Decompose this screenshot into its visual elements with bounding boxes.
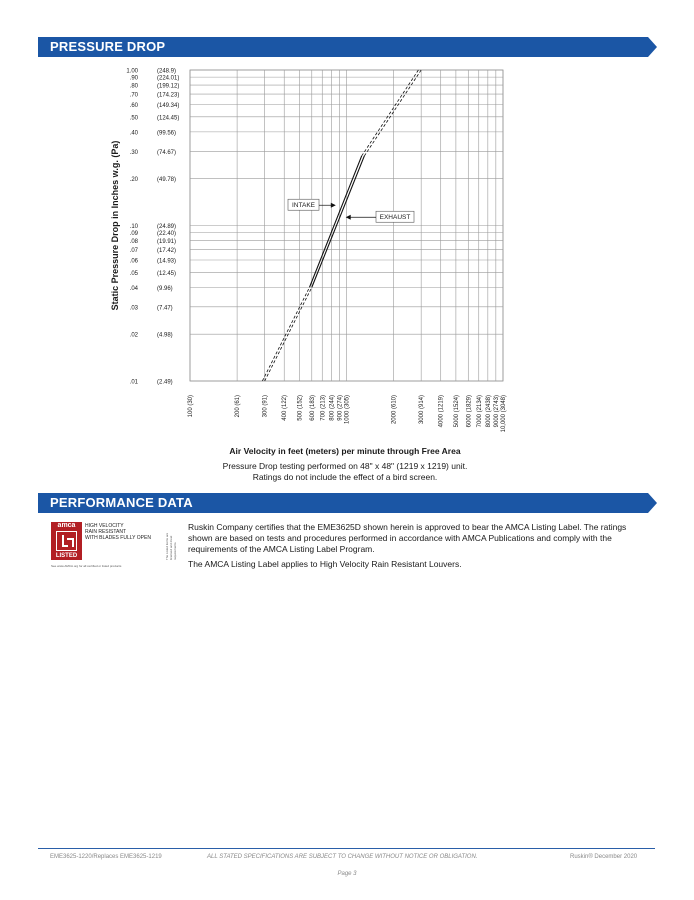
caption-test-unit: Pressure Drop testing performed on 48" x 48" (1219 x 1219) unit. bbox=[222, 461, 468, 471]
x-tick-label: 300 (91) bbox=[262, 395, 269, 418]
y-tick-label: .30 bbox=[129, 149, 138, 156]
x-tick-label: 400 (122) bbox=[282, 395, 289, 421]
performance-data-title: PERFORMANCE DATA bbox=[50, 495, 193, 510]
caption-bird-screen: Ratings do not include the effect of a bird screen. bbox=[252, 472, 438, 482]
performance-text bbox=[188, 522, 648, 574]
x-axis-label: Air Velocity in feet (meters) per minute through Free Area bbox=[229, 446, 461, 456]
x-tick-label: 4000 (1219) bbox=[438, 395, 445, 428]
x-tick-label: 6000 (1829) bbox=[466, 395, 473, 428]
y-tick-label: .04 bbox=[129, 285, 138, 292]
x-tick-label: 700 (213) bbox=[320, 395, 327, 421]
y-tick-label: .08 bbox=[129, 239, 138, 246]
y-tick-sublabel: (9.96) bbox=[157, 285, 173, 292]
footer-divider bbox=[38, 848, 655, 849]
y-tick-label: .07 bbox=[129, 248, 138, 255]
amca-vertical-note: The Listed items are licensed and meet requirements. bbox=[165, 532, 177, 560]
x-tick-label: 2000 (610) bbox=[391, 395, 398, 425]
y-tick-label: .03 bbox=[129, 305, 138, 312]
footer-brand-date: Ruskin® December 2020 bbox=[570, 854, 638, 860]
y-tick-label: .10 bbox=[129, 224, 138, 230]
y-tick-sublabel: (99.56) bbox=[157, 130, 177, 137]
x-tick-label: 200 (61) bbox=[235, 395, 242, 418]
x-tick-label: 7000 (2134) bbox=[476, 395, 483, 428]
y-tick-label: .05 bbox=[129, 270, 138, 277]
y-tick-sublabel: (149.34) bbox=[157, 102, 180, 109]
intake-label: INTAKE bbox=[292, 202, 315, 210]
amca-listed-logo bbox=[51, 522, 82, 560]
y-tick-label: .09 bbox=[129, 231, 138, 238]
x-tick-label: 5000 (1524) bbox=[453, 395, 460, 428]
y-tick-sublabel: (7.47) bbox=[157, 305, 173, 312]
y-tick-sublabel: (124.45) bbox=[157, 115, 180, 122]
page-number: Page 3 bbox=[337, 871, 357, 877]
x-tick-label: 500 (152) bbox=[297, 395, 304, 421]
y-tick-sublabel: (224.01) bbox=[157, 75, 180, 82]
y-tick-sublabel: (24.89) bbox=[157, 224, 177, 230]
x-tick-label: 9000 (2743) bbox=[493, 395, 500, 428]
amca-label-text bbox=[85, 523, 151, 541]
y-tick-sublabel: (17.42) bbox=[157, 248, 177, 255]
y-tick-sublabel: (49.78) bbox=[157, 177, 177, 184]
x-tick-label: 600 (183) bbox=[309, 395, 316, 421]
certification-paragraph: Ruskin Company certifies that the EME3625D shown herein is approved to bear the AMCA Listing Label. The ratings shown are based on tests and procedures performed in accordance with AMCA Publications and comply with the requirements of the AMCA Listing Label Program. bbox=[188, 522, 627, 554]
exhaust-label: EXHAUST bbox=[379, 214, 411, 222]
y-tick-sublabel: (74.67) bbox=[157, 149, 177, 156]
x-tick-label: 100 (30) bbox=[188, 395, 194, 418]
x-tick-label: 900 (274) bbox=[337, 395, 344, 421]
x-tick-label: 10,000 (3048) bbox=[501, 395, 507, 433]
footer-disclaimer: ALL STATED SPECIFICATIONS ARE SUBJECT TO CHANGE WITHOUT NOTICE OR OBLIGATION. bbox=[207, 854, 478, 860]
x-tick-label: 8000 (2438) bbox=[485, 395, 492, 428]
pressure-drop-title: PRESSURE DROP bbox=[50, 39, 166, 54]
amca-line-1: HIGH VELOCITY bbox=[85, 523, 124, 529]
y-tick-label: .50 bbox=[129, 115, 138, 122]
y-tick-sublabel: (4.98) bbox=[157, 332, 173, 339]
y-axis-label: Static Pressure Drop in Inches w.g. (Pa) bbox=[110, 140, 120, 311]
y-tick-sublabel: (22.40) bbox=[157, 231, 177, 238]
y-tick-sublabel: (19.91) bbox=[157, 239, 177, 246]
footer-document-id: EME3625-1220/Replaces EME3625-1219 bbox=[50, 854, 162, 860]
amca-logo-mark bbox=[56, 531, 77, 551]
y-tick-label: .02 bbox=[129, 332, 138, 339]
x-tick-label: 800 (244) bbox=[329, 395, 336, 421]
y-tick-label: .20 bbox=[129, 177, 138, 184]
amca-logo-text: amca bbox=[57, 522, 76, 529]
y-tick-label: .60 bbox=[129, 102, 138, 109]
y-tick-sublabel: (248.9) bbox=[157, 68, 177, 75]
performance-data-banner bbox=[38, 493, 648, 513]
y-tick-sublabel: (199.12) bbox=[157, 83, 180, 90]
y-tick-label: .90 bbox=[129, 75, 138, 82]
x-tick-label: 3000 (914) bbox=[419, 395, 426, 425]
listing-label-paragraph: The AMCA Listing Label applies to High Velocity Rain Resistant Louvers. bbox=[188, 559, 462, 569]
x-tick-label: 1000 (305) bbox=[344, 395, 351, 425]
y-tick-sublabel: (2.49) bbox=[157, 379, 173, 386]
y-tick-label: .80 bbox=[129, 83, 138, 90]
y-tick-label: .01 bbox=[129, 379, 138, 386]
y-tick-label: 1.00 bbox=[126, 68, 138, 75]
y-tick-sublabel: (174.23) bbox=[157, 92, 180, 99]
amca-listed-text: LISTED bbox=[55, 553, 78, 559]
amca-fine-print: See www.AMCA.org for all certified or listed products bbox=[51, 564, 122, 568]
y-tick-label: .70 bbox=[129, 92, 138, 99]
amca-line-3: WITH BLADES FULLY OPEN bbox=[85, 535, 151, 541]
y-tick-sublabel: (14.93) bbox=[157, 258, 177, 265]
y-tick-label: .06 bbox=[129, 258, 138, 265]
y-tick-sublabel: (12.45) bbox=[157, 270, 177, 277]
amca-line-2: RAIN RESISTANT bbox=[85, 529, 127, 535]
y-tick-label: .40 bbox=[129, 130, 138, 137]
